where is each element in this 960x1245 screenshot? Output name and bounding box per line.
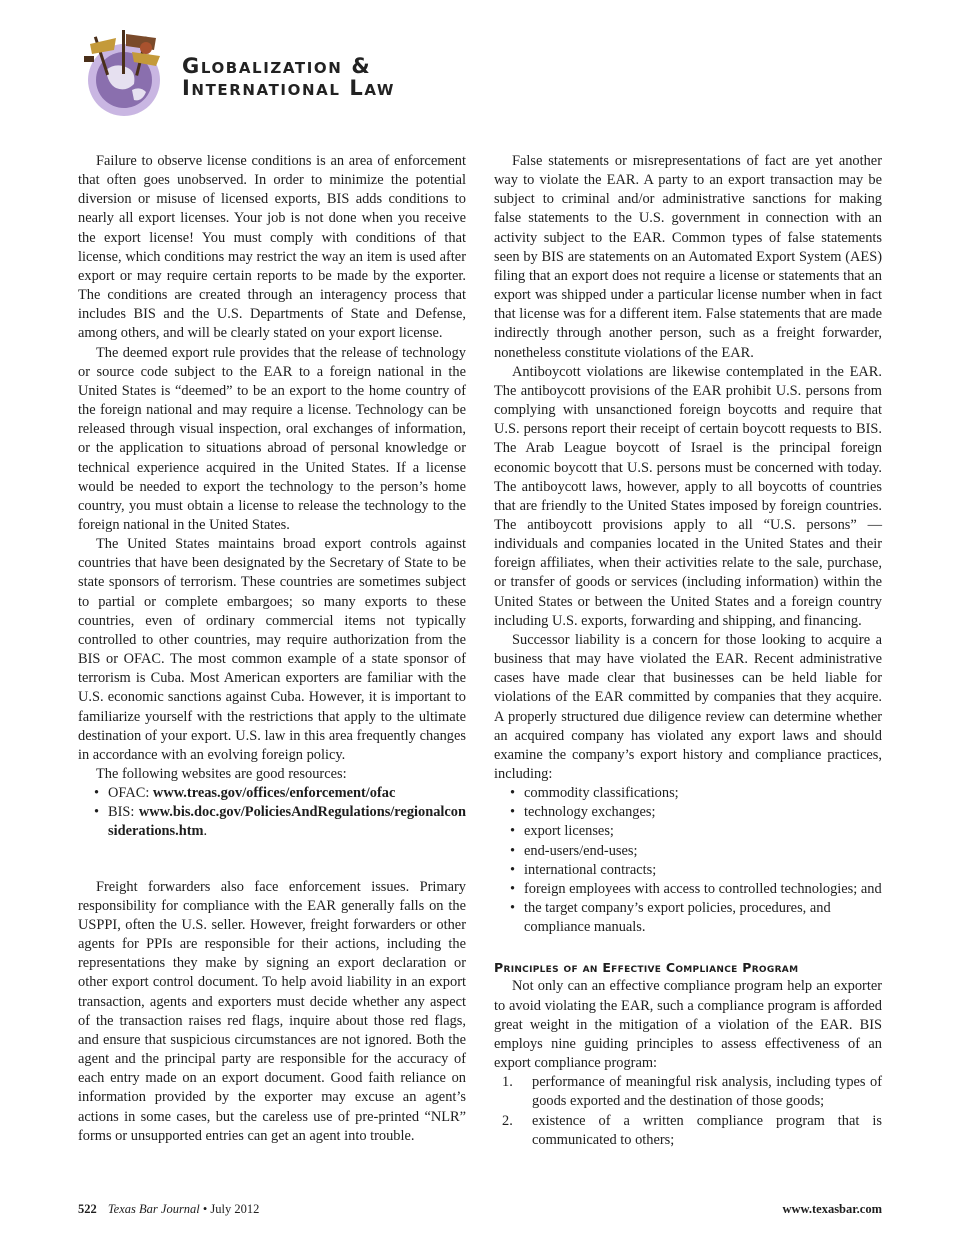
section-title-line1 [182,56,395,78]
subheading-compliance-program: Principles of an Effective Compliance Program [494,960,799,976]
list-item: • export licenses; [510,822,882,841]
resource-label: BIS: [108,804,139,821]
page-number: 522 [78,1202,97,1216]
paragraph-false-statements: False statements or misrepresentations of fact are yet another way to violate the EAR. A party to an export transaction may be subject to criminal and/or administrative sanctions for making false statements to the U.S. government in connection with an activity subject to the EAR. Common types of false statements seen by BIS are statements on an Automated Export System (AES) filing that an export does not require a license or statements that an export was shipped under a particular license number when in fact that license was for a different item. False statements that are made indirectly through another person, such as a freight forwarder, nonetheless constitute violations of the EAR. [494,153,882,361]
footer-website-link[interactable]: www.texasbar.com [782,1202,882,1216]
paragraph-resources-intro: The following websites are good resources: [96,766,347,782]
list-item: • foreign employees with access to controlled technologies; and [510,880,882,899]
section-title-line2 [182,78,395,100]
due-diligence-list [494,784,882,937]
resource-list [78,784,466,841]
list-item: • international contracts; [510,861,882,880]
principle-item [502,1112,882,1150]
resource-label: OFAC: [108,785,153,802]
globe-logo-icon [76,26,172,122]
section-title-line2-text: International Law [182,76,396,100]
right-column [494,152,882,1150]
principle-number: 2. [502,1112,513,1129]
journal-name: Texas Bar Journal [107,1202,200,1216]
footer-separator: • [202,1202,208,1216]
section-title-line1-text: Globalization & [182,54,372,78]
bis-link[interactable]: www.bis.doc.gov/PoliciesAndRegulations/regionalconsiderations.htm [108,804,466,840]
list-item: • technology exchanges; [510,803,882,822]
principle-number: 1. [502,1074,513,1091]
paragraph-antiboycott: Antiboycott violations are likewise contemplated in the EAR. The antiboycott provisions of the EAR prohibit U.S. persons from complying with unsanctioned foreign boycotts and require that U.S. persons report their receipt of certain boycott requests to BIS. The Arab League boycott of Israel is the principal foreign economic boycott that U.S. persons must be concerned with today. The antiboycott laws, however, apply to all boycotts of countries that are friendly to the United States imposed by foreign countries. The antiboycott provisions apply to all “U.S. persons” — individuals and companies located in the United States and their foreign affiliates, when their activities relate to the sale, purchase, or transfer of goods or services (including information) within the United States or between the United States and a foreign country including U.S. exports, forwarding and shipping, and financing. [494,363,882,629]
footer-left [78,1202,259,1217]
issue-date: July 2012 [210,1202,260,1216]
spacer [78,842,466,878]
principle-text: performance of meaningful risk analysis, including types of goods exported and the destination of those goods; [532,1074,882,1110]
left-column [78,152,466,1146]
resource-end: . [203,823,208,840]
paragraph-successor-liability: Successor liability is a concern for those looking to acquire a business that may have violated the EAR. Recent administrative cases have made clear that businesses can be held liable for violations of the EAR committed by companies that they acquire. A properly structured due diligence review can determine whether an acquired company has violated any export laws and should examine the company’s export history and compliance practices, including: [494,631,882,782]
principles-list [494,1073,882,1150]
section-title [182,56,395,100]
paragraph-compliance-program: Not only can an effective compliance program help an exporter to avoid violating the EAR, such a compliance program is afforded great weight in the mitigation of a violation of the EAR. BIS employs nine guiding principles to assess effectiveness of an export compliance program: [494,978,882,1072]
list-item: • the target company’s export policies, procedures, and compliance manuals. [510,899,882,937]
principle-item [502,1073,882,1111]
list-item: • end-users/end-uses; [510,842,882,861]
ofac-link[interactable]: www.treas.gov/offices/enforcement/ofac [152,785,396,802]
resource-item-bis [94,803,466,841]
principle-text: existence of a written compliance program that is communicated to others; [532,1112,882,1148]
resource-item-ofac [94,784,466,803]
paragraph-state-sponsors: The United States maintains broad export controls against countries that have been designated by the Secretary of State to be state sponsors of terrorism. These countries are sometimes subject to partial or complete embargoes; so many exports to these countries, even of ordinary commercial items not typically controlled to other countries, may require authorization from the BIS or OFAC. The most common example of a state sponsor of terrorism is Cuba. Most American exporters are familiar with the U.S. economic sanctions against Cuba. However, it is important to familiarize yourself with the restrictions that apply to the ultimate destination of your export. U.S. law in this area frequently changes in accordance with an evolving foreign policy. [78,536,466,763]
list-item: • commodity classifications; [510,784,882,803]
paragraph-deemed-export: The deemed export rule provides that the release of technology or source code subject to the EAR to a foreign national in the United States is “deemed” to be an export to the home country of the foreign national and may require a license. Technology can be released through visual inspection, oral exchanges of information, or the application to situations abroad of personal knowledge or technical experience acquired in the United States. If a license would be needed to export the technology to the person’s home country, you must obtain a license to release the technology to the foreign national in the United States. [78,344,466,533]
paragraph-freight-forwarders: Freight forwarders also face enforcement issues. Primary responsibility for compliance with the EAR generally falls on the USPPI, often the U.S. seller. However, freight forwarders or other agents for PPIs are responsible for their actions, including the representations they make by signing an export declaration or other export control document. To help avoid liability in an export transaction, agents and exporters must decide whether any aspect of the transaction raises red flags, inquire about those red flags, and ensure that suspicious circumstances are not ignored. Both the agent and the principal party are responsible for the accuracy of each entry made on an export document. Good faith reliance on information provided by the exporter may excuse an agent’s actions in some cases, but the careless use of pre-printed “NLR” forms or unsupported entries can get an agent into trouble. [78,878,466,1144]
paragraph-license-conditions: Failure to observe license conditions is an area of enforcement that often goes unobserved. In order to minimize the potential diversion or misuse of licensed exports, BIS adds conditions to nearly all export licenses. Your job is not done when you receive the export license! You must comply with conditions of that license, which conditions may restrict the way an item is used after export or may require certain reports to be made by the exporter. The conditions are created through an interagency process that includes BIS and the U.S. Departments of State and Defense, among others, and will be clearly stated on your export license. [78,153,466,342]
